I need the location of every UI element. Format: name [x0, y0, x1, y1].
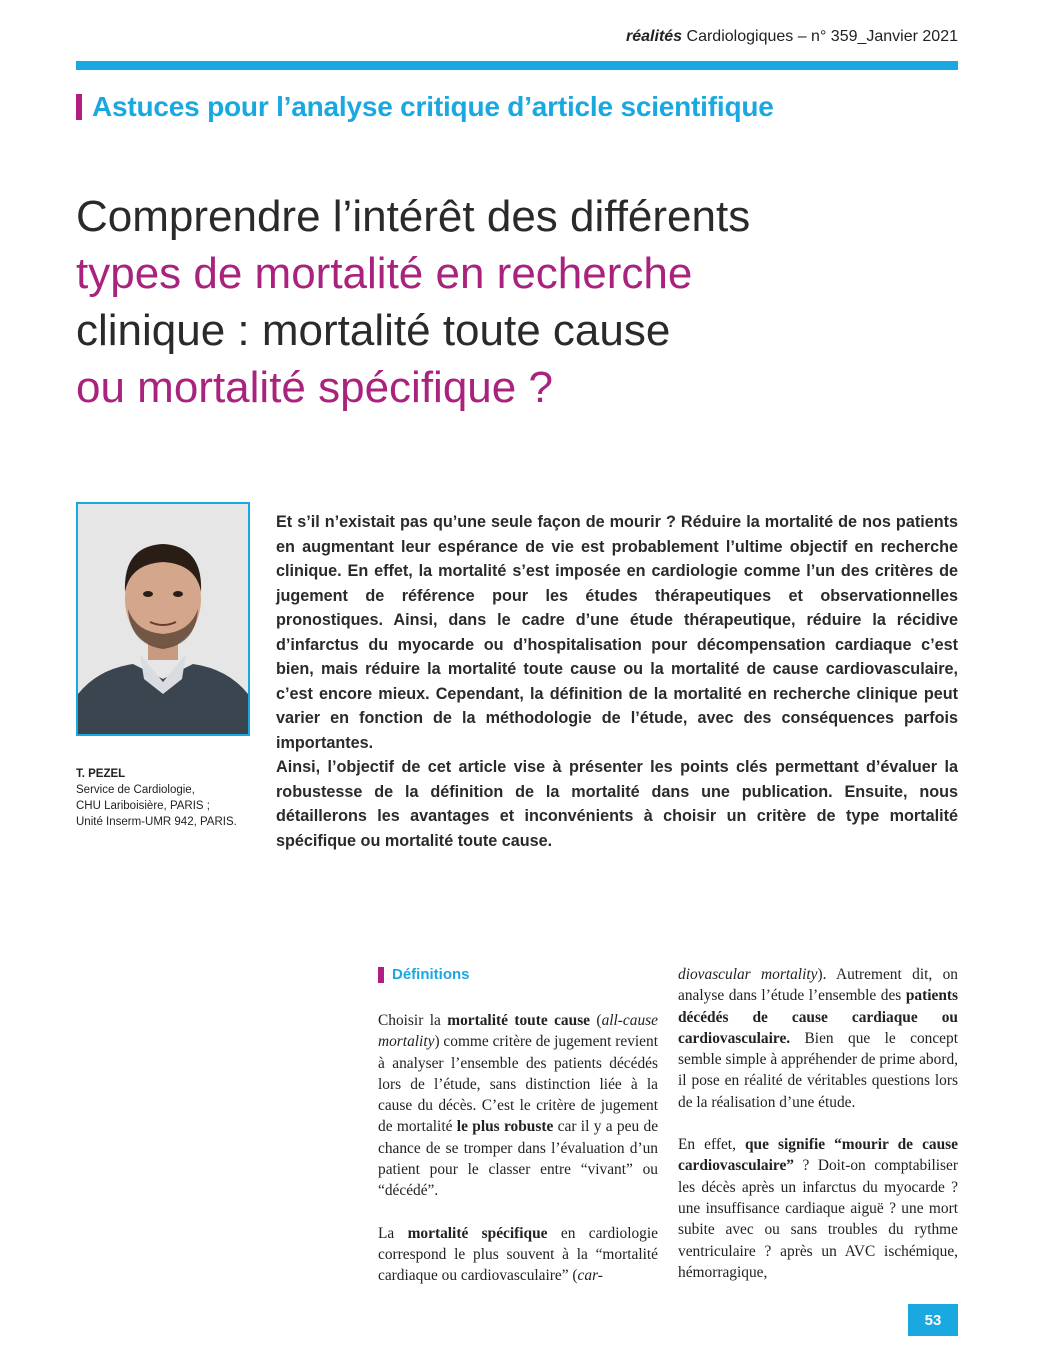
body-paragraph	[378, 1010, 658, 1202]
subhead-marker	[378, 967, 384, 983]
body-paragraph	[678, 1134, 958, 1283]
section-tag	[76, 92, 774, 122]
body-paragraph	[378, 1223, 658, 1287]
page-number: 53	[908, 1304, 958, 1336]
bold-term: patients décédés de cause cardiaque ou cardiovasculaire.	[678, 987, 958, 1047]
text-run: Choisir la	[378, 1012, 448, 1029]
text-run: (	[590, 1012, 602, 1029]
bold-term: mortalité spécifique	[407, 1224, 548, 1242]
running-header	[626, 28, 958, 46]
text-run: en cardiologie correspond le plus souvent à la “mortalité cardiaque ou cardiovasculaire” (	[378, 1224, 658, 1285]
body-column-1	[378, 1010, 658, 1308]
author-affiliation-1: Service de Cardiologie,	[76, 784, 195, 796]
italic-term: diovascular mortality	[678, 966, 818, 983]
author-portrait-image	[78, 504, 248, 734]
bold-term: mortalité toute cause	[447, 1012, 591, 1029]
journal-brand: réalités	[626, 28, 683, 45]
text-run: Bien que le concept semble simple à appréhender de prime abord, il pose en réalité de véritables questions lors de la réalisation d’une étude.	[678, 1029, 958, 1111]
title-line-4: ou mortalité spécifique ?	[76, 363, 553, 412]
header-rule	[76, 61, 958, 70]
text-run: En effet,	[678, 1136, 745, 1154]
bold-term: que signifie “mourir de cause cardiovasculaire”	[678, 1136, 958, 1175]
author-photo	[76, 502, 250, 736]
definitions-heading	[378, 966, 470, 983]
section-marker	[76, 94, 82, 120]
bold-term: le plus robuste	[456, 1118, 554, 1136]
italic-term: all-cause mortality	[378, 1012, 658, 1051]
author-name: T. PEZEL	[76, 768, 126, 780]
text-run: car il y a peu de chance de se tromper dans l’évaluation d’un patient pour le classer entre “vivant” ou “décédé”.	[378, 1118, 659, 1200]
text-run: ). Autrement dit, on analyse dans l’étude l’ensemble des	[678, 966, 958, 1005]
text-run: ) comme critère de jugement revient à analyser l’ensemble des patients décédés lors de l’étude, sans distinction liée à la cause du décès. C’est le critère de jugement de mortalité	[378, 1033, 658, 1136]
abstract-paragraph-2: Ainsi, l’objectif de cet article vise à présenter les points clés permettant d’évaluer la robustesse de la définition de la mortalité dans une publication. Ensuite, nous détaillerons les avantages et inconvénients à choisir un critère de type mortalité spécifique ou mortalité toute cause.	[276, 758, 958, 850]
author-affiliation-2: CHU Lariboisière, PARIS ;	[76, 800, 210, 812]
author-affiliation-3: Unité Inserm-UMR 942, PARIS.	[76, 816, 237, 828]
italic-term: car-	[577, 1267, 603, 1285]
author-block	[76, 766, 256, 830]
body-column-2	[678, 964, 958, 1304]
title-line-2: types de mortalité en recherche	[76, 249, 693, 298]
title-line-1: Comprendre l’intérêt des différents	[76, 192, 751, 241]
body-paragraph	[678, 964, 958, 1113]
article-title	[76, 188, 956, 416]
text-run: La	[378, 1224, 408, 1242]
title-line-3: clinique : mortalité toute cause	[76, 306, 671, 355]
definitions-heading-label: Définitions	[392, 966, 470, 983]
text-run: ? Doit-on comptabiliser les décès après un infarctus du myocarde ? une insuffisance cardiaque aiguë ? une mort subite avec ou sans troubles du rythme ventriculaire ? après un AVC ischémique, hémorragique,	[678, 1157, 958, 1281]
section-tag-label: Astuces pour l’analyse critique d’article scientifique	[92, 91, 774, 122]
abstract	[276, 510, 958, 853]
abstract-paragraph-1: Et s’il n’existait pas qu’une seule façon de mourir ? Réduire la mortalité de nos patients en augmentant leur espérance de vie est probablement l’ultime objectif en recherche clinique. En effet, la mortalité s’est imposée en cardiologie comme l’un des critères de jugement de référence pour les études thérapeutiques et observationnelles pronostiques. Ainsi, dans le cadre d’une étude thérapeutique, réduire la récidive d’infarctus du myocarde ou d’hospitalisation pour décompensation cardiaque c’est bien, mais réduire la mortalité toute cause ou la mortalité de cause cardiovasculaire, c’est encore mieux. Cependant, la définition de la mortalité en recherche clinique peut varier en fonction de la méthodologie de l’étude, avec des conséquences parfois importantes.	[276, 513, 958, 752]
journal-issue: Cardiologiques – n° 359_Janvier 2021	[682, 28, 958, 45]
